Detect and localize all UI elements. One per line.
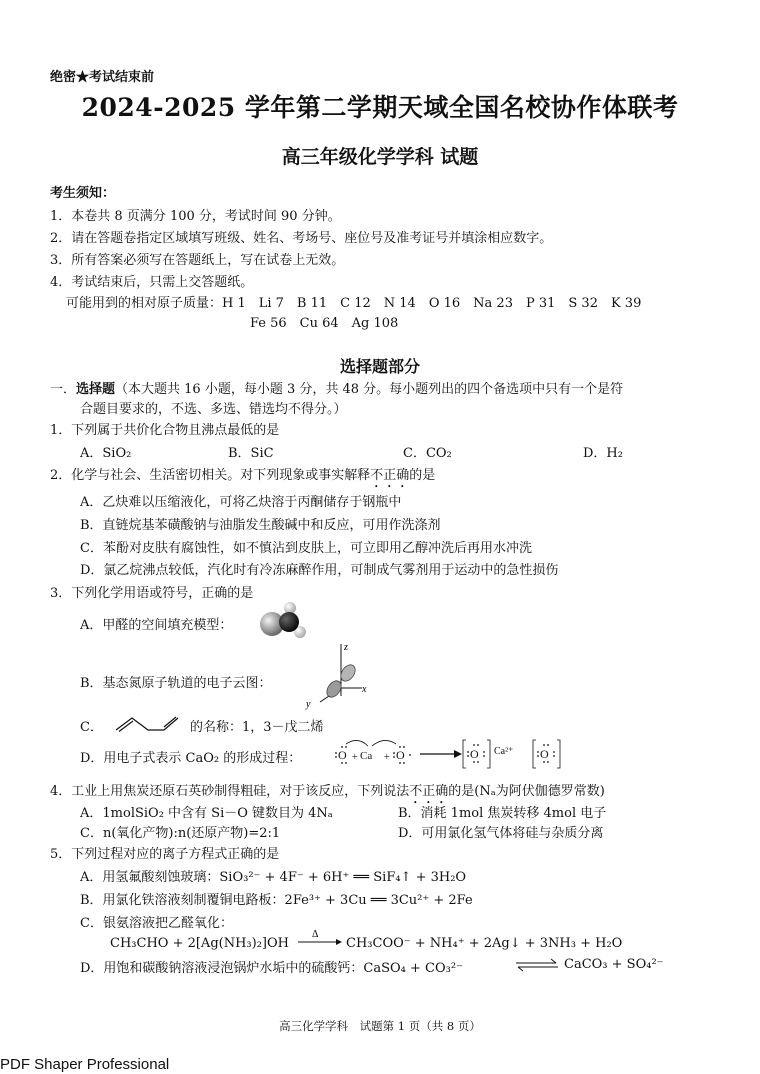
svg-text:+: + [384,752,390,763]
notice-item-1: 1．本卷共 8 页满分 100 分，考试时间 90 分钟。 [50,209,341,224]
ca-ion: Ca²⁺ [494,746,514,757]
atomic-mass-line-2: Fe 56 Cu 64 Ag 108 [250,316,399,331]
q4-option-c: C．n(氧化产物):n(还原产物)=2:1 [80,826,281,841]
axis-z-label: z [344,642,348,653]
notice-item-2: 2．请在答题卷指定区域填写班级、姓名、考场号、座位号及准考证号并填涂相应数字。 [50,231,553,246]
atomic-mass-line-1: 可能用到的相对原子质量：H 1 Li 7 B 11 C 12 N 14 O 16 Na 23 P 31 S 32 K 39 [66,296,642,311]
q2-option-a: A．乙炔难以压缩液化，可将乙炔溶于丙酮储存于钢瓶中 [80,495,402,510]
svg-text:O: O [396,748,405,762]
svg-text:O: O [540,747,549,761]
svg-text:O: O [338,748,347,762]
part-prefix: 一． [50,382,77,397]
q5-option-c-eq-left: CH₃CHO + 2[Ag(NH₃)₂]OH [110,936,289,951]
q2-option-b: B．直链烷基苯磺酸钠与油脂发生酸碱中和反应，可用作洗涤剂 [80,518,441,533]
q2-stem [50,464,435,491]
q2-option-c: C．苯酚对皮肤有腐蚀性，如不慎沾到皮肤上，可立即用乙醇冲洗后再用水冲洗 [80,541,532,556]
q5-option-d-post: CaCO₃ + SO₄²⁻ [564,957,664,972]
q2-option-d: D．氯乙烷沸点较低，汽化时有冷冻麻醉作用，可制成气雾剂用于运动中的急性损伤 [80,563,559,578]
part-desc-1: （本大题共 16 小题，每小题 3 分，共 48 分。每小题列出的四个备选项中只有一个是符 [115,382,624,397]
q1-option-d: D．H₂ [583,446,623,461]
exam-title: 2024-2025 学年第二学期天域全国名校协作体联考 [81,93,679,122]
n-orbital-diagram [298,640,374,712]
exam-subtitle: 高三年级化学学科 试题 [281,146,479,168]
q4-stem-pre: 4．工业上用焦炭还原石英砂制得粗硅，对于该反应，下列说法 [50,784,410,799]
axis-x-label: x [362,684,367,695]
q3-option-c-prefix: C． [80,720,103,735]
q5-option-d-pre: D．用饱和碳酸钠溶液浸泡锅炉水垢中的硫酸钙：CaSO₄ + CO₃²⁻ [80,961,463,976]
q1-option-a: A．SiO₂ [80,446,132,461]
q5-stem: 5．下列过程对应的离子方程式正确的是 [50,847,280,862]
q4-option-d: D．可用氯化氢气体将硅与杂质分离 [398,826,604,841]
formaldehyde-model [256,598,316,646]
svg-text:O: O [470,747,479,761]
heat-delta: Δ [312,929,319,940]
notice-item-4: 4．考试结束后，只需上交答题纸。 [50,275,254,290]
svg-text:+: + [352,752,358,763]
pentadiene-skeletal-formula [112,714,188,734]
part-desc-2: 合题目要求的，不选、多选、错选均不得分。） [80,402,347,417]
confidential-label: 绝密★考试结束前 [50,70,155,85]
q3-option-c-suffix: 的名称：1，3－戊二烯 [190,720,324,735]
ca-symbol: Ca [360,750,373,762]
notice-heading: 考生须知： [50,186,116,201]
axis-y-label: y [306,699,311,710]
watermark: PDF Shaper Professional [0,1056,170,1073]
q3-option-b: B．基态氮原子轨道的电子云图： [80,676,272,691]
carbon-atom [279,612,299,632]
part-label: 选择题 [76,382,116,397]
cao2-electron-formation [332,736,568,772]
notice-item-3: 3．所有答案必须写在答题纸上，写在试卷上无效。 [50,253,345,268]
equilibrium-arrow [514,958,560,972]
q5-option-c: C．银氨溶液把乙醛氧化： [80,916,233,931]
section-heading: 选择题部分 [339,357,420,376]
heat-arrow [296,928,342,948]
page-footer: 高三化学学科 试题第 1 页（共 8 页） [279,1019,481,1033]
q3-option-a: A．甲醛的空间填充模型： [80,618,233,633]
q2-stem-post: 的是 [409,468,436,483]
q3-option-d: D．用电子式表示 CaO₂ 的形成过程： [80,751,302,766]
q4-stem-emphasis: 不正确 [409,784,449,799]
q5-option-b: B．用氯化铁溶液刻制覆铜电路板：2Fe³⁺ + 3Cu ══ 3Cu²⁺ + 2Fe [80,893,473,908]
q1-option-c: C．CO₂ [403,446,452,461]
part-intro [50,378,623,397]
q2-stem-pre: 2．化学与社会、生活密切相关。对下列现象或事实解释 [50,468,371,483]
q3-stem: 3．下列化学用语或符号，正确的是 [50,586,254,601]
q2-stem-emphasis: 不正确 [370,468,410,483]
q4-option-b: B．消耗 1mol 焦炭转移 4mol 电子 [398,806,607,821]
q1-option-b: B．SiC [228,446,274,461]
q5-option-a: A．用氢氟酸刻蚀玻璃：SiO₃²⁻ + 4F⁻ + 6H⁺ ══ SiF₄↑ + 3H₂O [80,870,467,885]
q4-stem-post: 的是(Nₐ为阿伏伽德罗常数) [448,784,605,799]
q4-option-a: A．1molSiO₂ 中含有 Si－O 键数目为 4Nₐ [80,806,333,821]
q5-option-c-eq-right: CH₃COO⁻ + NH₄⁺ + 2Ag↓ + 3NH₃ + H₂O [346,936,623,951]
q1-stem: 1．下列属于共价化合物且沸点最低的是 [50,423,280,438]
